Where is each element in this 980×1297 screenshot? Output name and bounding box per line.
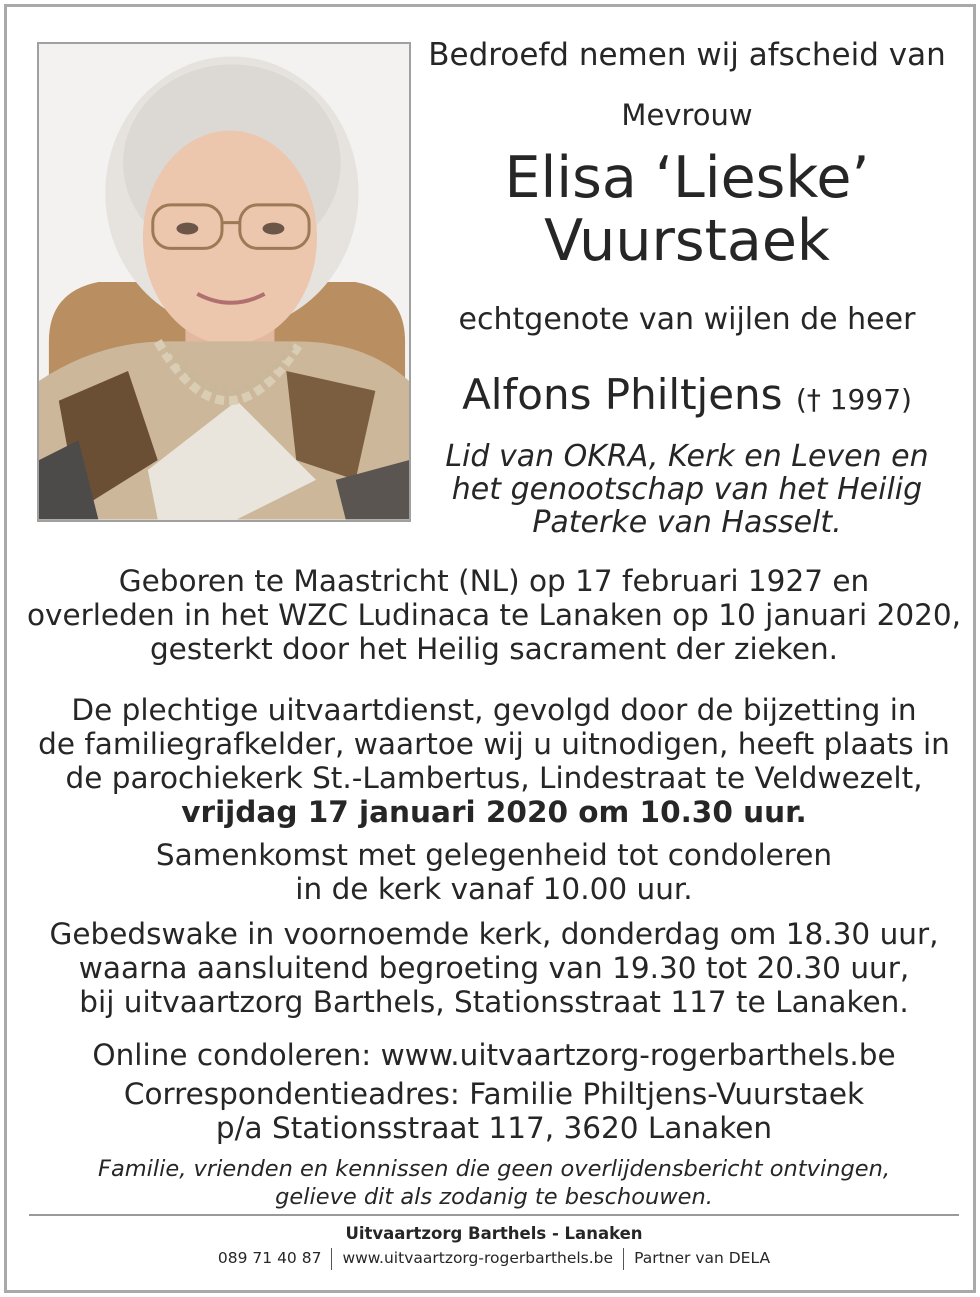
footer-partner: Partner van DELA [634, 1249, 771, 1267]
meeting-line: in de kerk vanaf 10.00 uur. [295, 872, 693, 906]
note-line: gelieve dit als zodanig te beschouwen. [275, 1184, 713, 1210]
birth-line: overleden in het WZC Ludinaca te Lanaken op 10 januari 2020, [26, 598, 962, 632]
service-line: De plechtige uitvaartdienst, gevolgd door de bijzetting in [71, 693, 917, 727]
birth-death-info [7, 564, 980, 666]
memberships [427, 440, 947, 539]
service-line: de familiegrafkelder, waartoe wij u uitnodigen, heeft plaats in [38, 727, 950, 761]
service-line: de parochiekerk St.-Lambertus, Lindestraat te Veldwezelt, [65, 761, 923, 795]
title-text: Mevrouw [621, 98, 753, 132]
footer-divider [29, 1214, 959, 1216]
funeral-service-info [7, 693, 980, 829]
spouse-intro: echtgenote van wijlen de heer [458, 302, 916, 337]
spouse-years: († 1997) [795, 383, 912, 416]
membership-line: het genootschap van het Heilig [451, 472, 923, 507]
deceased-name-line: Elisa ‘Lieske’ [504, 145, 870, 211]
death-notice-card [4, 4, 976, 1293]
condolence-meeting [7, 838, 980, 906]
note-line: Familie, vrienden en kennissen die geen overlijdensbericht ontvingen, [98, 1156, 890, 1182]
wake-line: waarna aansluitend begroeting van 19.30 tot 20.30 uur, [78, 951, 910, 985]
deceased-name [427, 147, 947, 273]
membership-line: Paterke van Hasselt. [532, 505, 842, 540]
notice-remark [7, 1155, 980, 1211]
footer-contact [7, 1247, 980, 1270]
meeting-line: Samenkomst met gelegenheid tot condoleren [155, 838, 833, 872]
membership-line: Lid van OKRA, Kerk en Leven en [445, 439, 929, 474]
portrait-photo [37, 42, 411, 522]
spouse [427, 369, 947, 426]
correspondence-address [7, 1077, 980, 1145]
footer-company: Uitvaartzorg Barthels - Lanaken [345, 1224, 643, 1243]
wake-line: bij uitvaartzorg Barthels, Stationsstraat 117 te Lanaken. [79, 985, 909, 1019]
prayer-wake [7, 917, 980, 1019]
footer-website: www.uitvaartzorg-rogerbarthels.be [342, 1249, 614, 1267]
deceased-name-line: Vuurstaek [544, 208, 830, 274]
birth-line: Geboren te Maastricht (NL) op 17 februari 1927 en [118, 564, 870, 598]
online-condolence: Online condoleren: www.uitvaartzorg-rogerbarthels.be [92, 1038, 896, 1072]
birth-line: gesterkt door het Heilig sacrament der zieken. [149, 632, 839, 666]
correspondence-line: p/a Stationsstraat 117, 3620 Lanaken [215, 1111, 773, 1145]
footer-phone: 089 71 40 87 [217, 1249, 322, 1267]
spouse-name: Alfons Philtjens [462, 370, 783, 419]
footer-separator [623, 1248, 624, 1270]
wake-line: Gebedswake in voornoemde kerk, donderdag om 18.30 uur, [49, 917, 939, 951]
intro-text: Bedroefd nemen wij afscheid van [428, 37, 946, 73]
footer-separator [331, 1248, 332, 1270]
correspondence-line: Correspondentieadres: Familie Philtjens-Vuurstaek [123, 1077, 865, 1111]
service-datetime: vrijdag 17 januari 2020 om 10.30 uur. [181, 795, 807, 829]
